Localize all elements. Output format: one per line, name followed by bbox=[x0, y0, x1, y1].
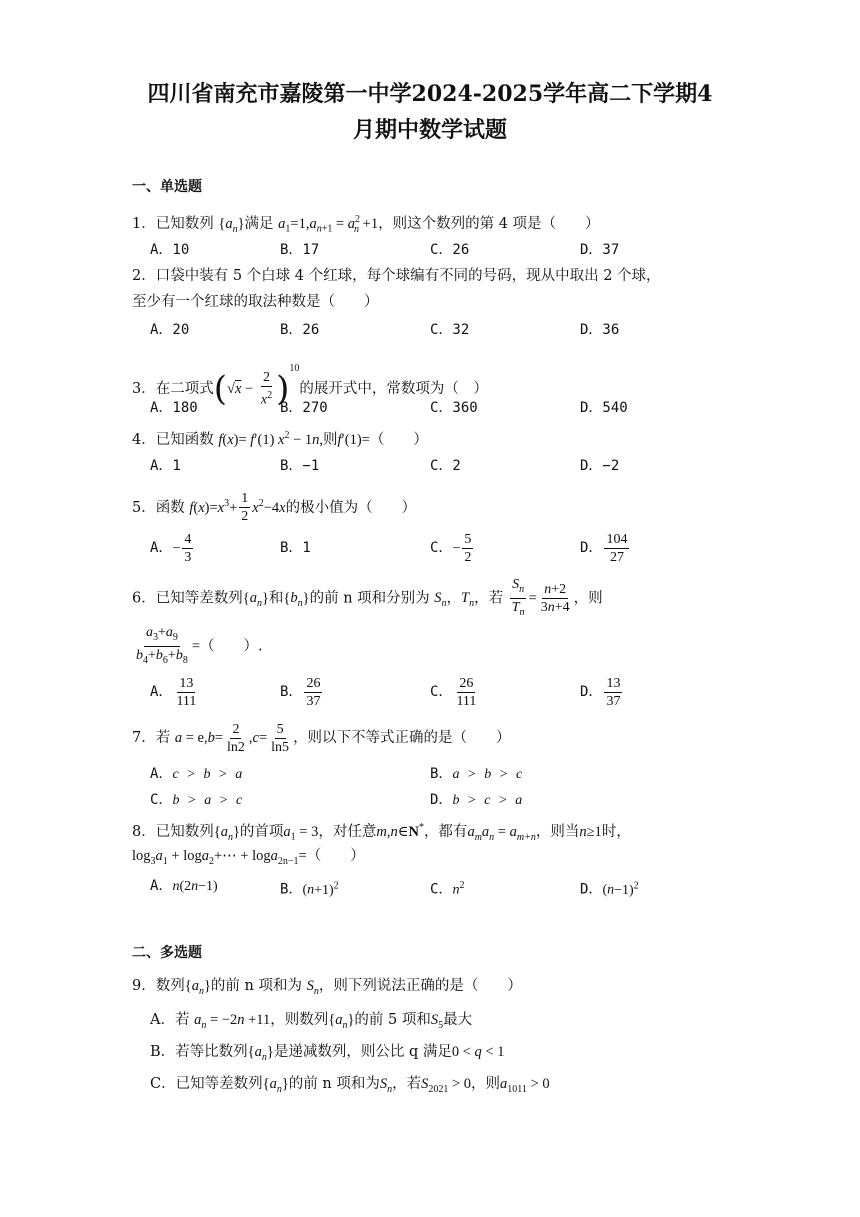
q8-option-b[interactable]: B．$(n+1)^2$ bbox=[280, 880, 339, 898]
question-4: 4．已知函数 f(x)= f′(1) $x^2 - 1n$,则f′(1)=（ ） bbox=[132, 430, 428, 448]
q7-option-c[interactable]: C．b > a > c bbox=[150, 792, 243, 808]
q6-option-a[interactable]: A． $\frac{13}{111}$ bbox=[150, 675, 197, 709]
q3-option-a[interactable]: A．180 bbox=[150, 400, 198, 416]
q3-option-b[interactable]: B．270 bbox=[280, 400, 328, 416]
question-6: 6．已知等差数列$\{a_n\}$和$\{b_n\}$的前 n 项和分别为 $S_n$，$T_n$，若 $\frac{S_n}{T_n}$ = $\frac{n+2}{3n+4}$ ，则 bbox=[132, 577, 603, 618]
q5-option-d[interactable]: D． $\frac{104}{27}$ bbox=[580, 531, 628, 565]
q6-option-d[interactable]: D． $\frac{13}{37}$ bbox=[580, 675, 621, 709]
q2-option-c[interactable]: C．32 bbox=[430, 322, 470, 338]
q2-option-a[interactable]: A．20 bbox=[150, 322, 190, 338]
q4-option-b[interactable]: B．−1 bbox=[280, 458, 320, 474]
section-single-choice: 一、单选题 bbox=[132, 179, 202, 195]
q9-option-c[interactable]: C．已知等差数列$\{a_n\}$的前 n 项和为$S_n$，若$S_{2021} > 0$，则$a_{1011} > 0$ bbox=[150, 1076, 550, 1095]
q5-option-a[interactable]: A．− $\frac{4}{3}$ bbox=[150, 531, 192, 565]
question-9: 9．数列$\{a_n\}$的前 n 项和为 $S_n$，则下列说法正确的是（ ） bbox=[132, 978, 522, 997]
section-multiple-choice: 二、多选题 bbox=[132, 945, 202, 961]
question-2-line2: 至少有一个红球的取法种数是（ ） bbox=[132, 294, 379, 310]
q5-option-b[interactable]: B．1 bbox=[280, 540, 311, 556]
question-3: 3．在二项式(√x − $\frac{2}{x^2}$ )$^{10}$的展开式中，常数项为（ ） bbox=[132, 363, 488, 409]
question-1: 1．已知数列 $\{a_n\}$满足 $a_1=1,a_{n+1} = a^2_n +1$，则这个数列的第 4 项是（ ） bbox=[132, 214, 600, 235]
q2-option-d[interactable]: D．36 bbox=[580, 322, 620, 338]
question-8: 8．已知数列$\{a_n\}$的首项$a_1 = 3$，对任意m,n∈N*，都有$a_ma_n = a_{m+n}$，则当n≥1时， bbox=[132, 822, 631, 843]
page-title-line2: 月期中数学试题 bbox=[352, 117, 507, 143]
q4-option-a[interactable]: A．1 bbox=[150, 458, 181, 474]
q3-fraction: $\frac{2}{x^2}$ bbox=[260, 370, 273, 408]
q1-option-a[interactable]: A．10 bbox=[150, 242, 190, 258]
q9-option-a[interactable]: A．若 $a_n = -2n +11$，则数列$\{a_n\}$的前 5 项和$S_5$最大 bbox=[150, 1012, 473, 1031]
q3-option-c[interactable]: C．360 bbox=[430, 400, 478, 416]
q2-option-b[interactable]: B．26 bbox=[280, 322, 320, 338]
question-5: 5．函数 $f(x)=x^3+$ $\frac{1}{2}$ $x^2-4x$的极小值为（ ） bbox=[132, 491, 417, 525]
question-7: 7．若 a = e,b= $\frac{2}{\ln 2}$ ,c= $\frac{5}{\ln 5}$ ，则以下不等式正确的是（ ） bbox=[132, 721, 511, 755]
q1-option-b[interactable]: B．17 bbox=[280, 242, 320, 258]
q1-option-c[interactable]: C．26 bbox=[430, 242, 470, 258]
q1-option-d[interactable]: D．37 bbox=[580, 242, 620, 258]
q7-option-b[interactable]: B．a > b > c bbox=[430, 766, 523, 782]
q6-option-b[interactable]: B． $\frac{26}{37}$ bbox=[280, 675, 321, 709]
q9-option-b[interactable]: B．若等比数列$\{a_n\}$是递减数列，则公比 q 满足0 < q < 1 bbox=[150, 1044, 505, 1063]
q8-option-c[interactable]: C．$n^2$ bbox=[430, 880, 465, 898]
q7-option-a[interactable]: A．c > b > a bbox=[150, 766, 243, 782]
q5-option-c[interactable]: C．− $\frac{5}{2}$ bbox=[430, 531, 472, 565]
question-2-line1: 2．口袋中装有 5 个白球 4 个红球，每个球编有不同的号码，现从中取出 2 个球， bbox=[132, 268, 661, 284]
q4-option-c[interactable]: C．2 bbox=[430, 458, 461, 474]
question-8-expression: $\log_3a_1$ + loga$_2$+⋯ + loga$_{2n-1}$=（ ） bbox=[132, 848, 365, 867]
q7-option-d[interactable]: D．b > c > a bbox=[430, 792, 523, 808]
question-6-expression: $\frac{a_3+a_9}{b_4+b_6+b_8}$ =（ ）. bbox=[136, 625, 263, 666]
q4-option-d[interactable]: D．−2 bbox=[580, 458, 620, 474]
q6-option-c[interactable]: C． $\frac{26}{111}$ bbox=[430, 675, 477, 709]
page-title-line1: 四川省南充市嘉陵第一中学2024-2025学年高二下学期4 bbox=[147, 81, 713, 107]
q8-option-a[interactable]: A．n(2n−1) bbox=[150, 878, 218, 894]
q8-option-d[interactable]: D．$(n-1)^2$ bbox=[580, 880, 639, 898]
q3-option-d[interactable]: D．540 bbox=[580, 400, 628, 416]
